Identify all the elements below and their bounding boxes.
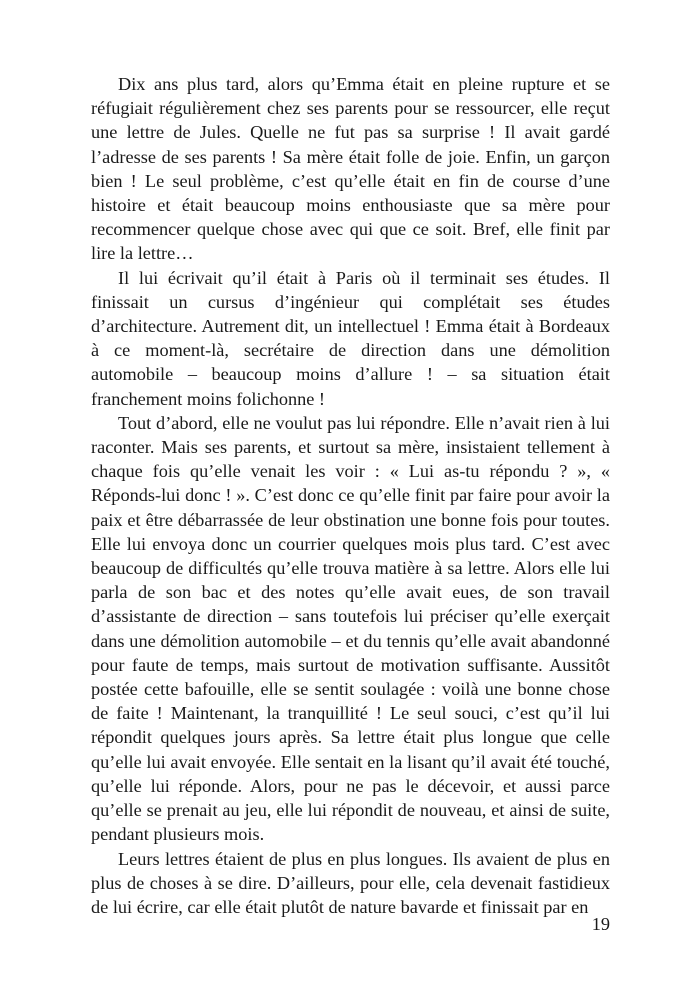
paragraph: Dix ans plus tard, alors qu’Emma était en pleine rupture et se réfugiait régulièrement chez ses parents pour se ressourcer, elle reçut une lettre de Jules. Quelle ne fut pas sa surprise ! Il avait gardé l’adresse de ses parents ! Sa mère était folle de joie. Enfin, un garçon bien ! Le seul problème, c’est qu’elle était en fin de course d’une histoire et était beaucoup moins enthousiaste que sa mère pour recommencer quelque chose avec qui que ce soit. Bref, elle finit par lire la lettre… [91, 74, 610, 264]
paragraph: Il lui écrivait qu’il était à Paris où il terminait ses études. Il finissait un cursus d’ingénieur qui complétait ses études d’architecture. Autrement dit, un intellectuel ! Emma était à Bordeaux à ce moment-là, secrétaire de direction dans une démolition automobile – beaucoup moins d’allure ! – sa situation était franchement moins folichonne ! [91, 267, 610, 409]
body-text [91, 72, 610, 919]
paragraph: Tout d’abord, elle ne voulut pas lui répondre. Elle n’avait rien à lui raconter. Mais ses parents, et surtout sa mère, insistaient tellement à chaque fois qu’elle venait les voir : « Lui as-tu répondu ? », « Réponds-lui donc ! ». C’est donc ce qu’elle finit par faire pour avoir la paix et être débarrassée de leur obstination une bonne fois pour toutes. Elle lui envoya donc un courrier quelques mois plus tard. C’est avec beaucoup de difficultés qu’elle trouva matière à sa lettre. Alors elle lui parla de son bac et des notes qu’elle avait eues, de son travail d’assistante de direction – sans toutefois lui préciser qu’elle exerçait dans une démolition automobile – et du tennis qu’elle avait abandonné pour faute de temps, mais surtout de motivation suffisante. Aussitôt postée cette bafouille, elle se sentit soulagée : voilà une bonne chose de faite ! Maintenant, la tranquillité ! Le seul souci, c’est qu’il lui répondit quelques jours après. Sa lettre était plus longue que celle qu’elle lui avait envoyée. Elle sentait en la lisant qu’il avait été touché, qu’elle lui réponde. Alors, pour ne pas le décevoir, et aussi parce qu’elle se prenait au jeu, elle lui répondit de nouveau, et ainsi de suite, pendant plusieurs mois. [91, 412, 610, 845]
paragraph: Leurs lettres étaient de plus en plus longues. Ils avaient de plus en plus de choses à se dire. D’ailleurs, pour elle, cela devenait fastidieux de lui écrire, car elle était plutôt de nature bavarde et finissait par en [91, 848, 610, 917]
page-number: 19 [591, 914, 610, 934]
